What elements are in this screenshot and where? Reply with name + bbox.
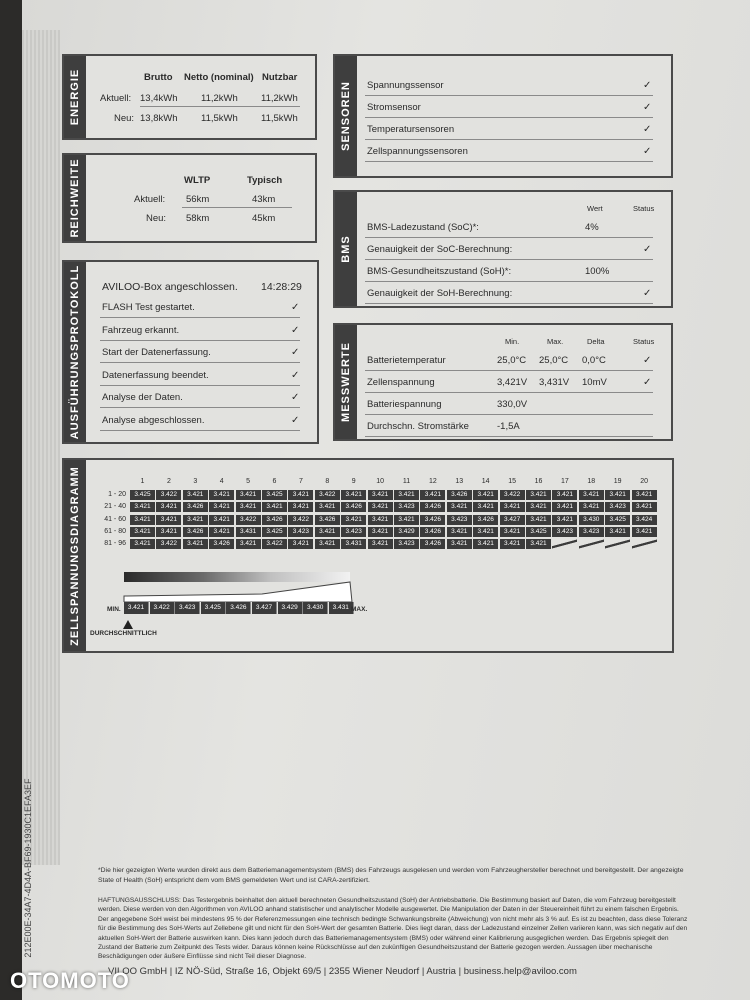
cell-voltage: 3.421 <box>209 515 234 525</box>
divider <box>100 430 300 431</box>
energie-value: 13,8kWh <box>140 113 178 124</box>
cell-voltage: 3.422 <box>236 515 261 525</box>
energie-value: 11,5kWh <box>201 113 238 124</box>
reichweite-value: 58km <box>186 213 210 224</box>
protokoll-item: Analyse der Daten. <box>102 392 183 403</box>
energie-row-label: Aktuell: <box>100 93 132 104</box>
sensoren-side-label: SENSOREN <box>335 56 357 176</box>
decorative-stripe <box>22 30 60 865</box>
cell-voltage: 3.421 <box>447 502 472 512</box>
divider <box>100 340 300 341</box>
cell-voltage: 3.423 <box>341 527 366 537</box>
sensor-item: Spannungssensor <box>367 80 444 91</box>
cell-voltage: 3.421 <box>473 539 498 549</box>
column-number: 10 <box>376 478 384 485</box>
cell-voltage: 3.426 <box>315 515 340 525</box>
legend-cell: 3.422 <box>150 602 175 614</box>
energie-value: 11,2kWh <box>261 93 298 104</box>
energie-col-netto: Netto (nominal) <box>184 72 254 83</box>
messwert-label: Batteriespannung <box>367 399 442 410</box>
cell-voltage: 3.421 <box>368 490 393 500</box>
row-range-label: 1 - 20 <box>108 491 126 498</box>
cell-voltage: 3.421 <box>579 502 604 512</box>
check-icon: ✓ <box>643 355 652 366</box>
reichweite-value: 45km <box>252 213 276 224</box>
reichweite-value: 43km <box>252 194 276 205</box>
cell-voltage: 3.421 <box>341 490 366 500</box>
cell-voltage: 3.421 <box>209 502 234 512</box>
cell-voltage: 3.431 <box>341 539 366 549</box>
cell-voltage: 3.426 <box>420 539 445 549</box>
protokoll-item: Fahrzeug erkannt. <box>102 324 180 336</box>
cell-voltage: 3.421 <box>315 527 340 537</box>
cell-voltage: 3.421 <box>605 527 630 537</box>
column-number: 7 <box>298 478 303 485</box>
cell-voltage: 3.424 <box>632 515 657 525</box>
messwert-value: 0,0°C <box>582 355 606 366</box>
check-icon: ✓ <box>291 369 300 381</box>
messwert-value: 25,0°C <box>539 355 569 366</box>
cell-voltage: 3.422 <box>262 539 287 549</box>
cell-voltage: 3.423 <box>605 502 630 512</box>
column-number: 14 <box>481 478 490 485</box>
energie-side-label: ENERGIE <box>64 56 86 138</box>
cell-voltage: 3.426 <box>420 515 445 525</box>
divider <box>365 117 653 118</box>
cell-voltage: 3.421 <box>552 490 577 500</box>
messwert-label: Batterietemperatur <box>367 355 446 366</box>
bms-row-value: 4% <box>585 222 599 233</box>
cell-voltage: 3.421 <box>288 502 313 512</box>
cell-voltage: 3.421 <box>552 502 577 512</box>
protokoll-item: Analyse abgeschlossen. <box>102 414 205 426</box>
cell-voltage: 3.425 <box>262 527 287 537</box>
divider <box>365 303 653 304</box>
check-icon: ✓ <box>291 392 300 403</box>
cell-voltage: 3.421 <box>500 539 525 549</box>
energie-col-brutto: Brutto <box>144 72 173 83</box>
cell-voltage: 3.421 <box>632 490 657 500</box>
legend-min-label: MIN. <box>107 606 121 613</box>
cell-voltage: 3.421 <box>262 502 287 512</box>
messwerte-side-label: MESSWERTE <box>335 325 357 439</box>
cell-voltage: 3.430 <box>579 515 604 525</box>
cell-voltage: 3.421 <box>500 502 525 512</box>
divider <box>100 317 300 318</box>
check-icon: ✓ <box>643 102 652 113</box>
cell-voltage: 3.429 <box>394 527 419 537</box>
cell-voltage: 3.421 <box>473 490 498 500</box>
legend-trapezoid <box>122 580 354 602</box>
cell-voltage: 3.426 <box>420 527 445 537</box>
check-icon: ✓ <box>291 302 300 313</box>
messwert-label: Zellenspannung <box>367 377 435 388</box>
check-icon: ✓ <box>291 324 300 336</box>
messwerte-col-status: Status <box>633 337 655 346</box>
column-number: 20 <box>640 478 648 485</box>
energie-value: 13,4kWh <box>140 93 178 104</box>
messwerte-col-max: Max. <box>547 337 564 346</box>
divider <box>100 385 300 386</box>
cell-voltage: 3.426 <box>341 502 366 512</box>
messwert-value: 3,431V <box>539 377 570 388</box>
column-number: 4 <box>219 478 224 485</box>
cell-voltage: 3.421 <box>632 527 657 537</box>
cell-voltage: 3.422 <box>288 515 313 525</box>
legend-max-label: MAX. <box>351 606 368 613</box>
check-icon: ✓ <box>643 80 652 91</box>
messwerte-col-delta: Delta <box>587 337 605 346</box>
check-icon: ✓ <box>643 124 652 135</box>
bms-row-label: Genauigkeit der SoC-Berechnung: <box>367 244 513 255</box>
cell-voltage: 3.421 <box>420 490 445 500</box>
footnote-disclaimer: HAFTUNGSAUSSCHLUSS: Das Testergebnis beinhaltet den aktuell berechneten Gesundheitszustand (SoH) der Antriebsbatterie. Die Bestimmung basiert auf Daten, die vom Fahrzeug bereitgestellt werden. Diese werden von den Algorithmen von AVILOO anhand statistischer und analytischer Modelle ausgewertet. Die Manipulation der Daten in der Steuereinheit führt zu einem falschen Ergebnis. Der angegebene SoH weist bei mindestens 95 % der Referenzmessungen eine technisch bedingte Schwankungsbreite (Abweichung) von nicht mehr als 3 % auf. Es ist zu beachten, dass diese Toleranz für die Bestimmung des SoH-Werts auf Zellebene gilt und nicht für den SoH-Wert der gesamten Batterie. Dies liegt daran, dass der Ladezustand einzelner Zellen variieren kann, was sich negativ auf den aktuellen SoH-Wert der Batterie auswirken kann. Dies kann jedoch durch das Batteriemanagementsystem (BMS) oder während einer Kalibrierung ausgeglichen werden. Das Ergebnis spiegelt den Zustand der Batterie zum Zeitpunkt des Tests wider. Daraus können keine Rückschlüsse auf den zukünftigen Gesundheitszustand der Batterie gezogen werden. Aussagen über mechanische Beschädigungen oder äußere Einflüsse sind nicht Teil dieser Diagnose. <box>98 897 688 961</box>
cell-voltage: 3.421 <box>552 515 577 525</box>
cell-voltage: 3.421 <box>183 539 208 549</box>
cell-voltage: 3.426 <box>420 502 445 512</box>
bms-row-value: 100% <box>585 266 610 277</box>
row-range-label: 81 - 96 <box>104 540 126 548</box>
column-number: 2 <box>166 478 171 485</box>
legend-cell: 3.423 <box>175 602 200 614</box>
cell-voltage: 3.426 <box>209 539 234 549</box>
messwert-label: Durchschn. Stromstärke <box>367 421 469 432</box>
check-icon: ✓ <box>291 414 300 426</box>
protokoll-item: Datenerfassung beendet. <box>102 369 209 381</box>
cell-voltage: 3.426 <box>473 515 498 525</box>
messwert-value: -1,5A <box>497 421 520 432</box>
cell-voltage: 3.421 <box>130 515 155 525</box>
cell-voltage: 3.421 <box>156 515 181 525</box>
cell-voltage: 3.421 <box>315 539 340 549</box>
cell-voltage: 3.423 <box>288 527 313 537</box>
watermark-logo: OTOMOTO <box>10 968 130 993</box>
cell-voltage: 3.421 <box>526 539 551 549</box>
divider <box>365 436 653 437</box>
column-number: 17 <box>560 478 569 485</box>
divider <box>365 259 653 260</box>
cell-voltage: 3.425 <box>130 490 155 500</box>
reichweite-side-label: REICHWEITE <box>64 155 86 241</box>
legend-cell: 3.425 <box>201 602 226 614</box>
row-range-label: 61 - 80 <box>104 527 126 535</box>
legend-cell: 3.430 <box>303 602 328 614</box>
cell-voltage: 3.421 <box>341 515 366 525</box>
cell-voltage: 3.421 <box>447 539 472 549</box>
check-icon: ✓ <box>291 347 300 358</box>
protokoll-item: Start der Datenerfassung. <box>102 347 211 358</box>
energie-value: 11,2kWh <box>201 93 238 104</box>
cell-voltage: 3.421 <box>209 527 234 537</box>
cell-voltage: 3.421 <box>156 527 181 537</box>
divider <box>100 407 300 408</box>
bms-row-label: Genauigkeit der SoH-Berechnung: <box>367 288 513 299</box>
cell-voltage: 3.421 <box>288 539 313 549</box>
energie-col-nutzbar: Nutzbar <box>262 72 298 83</box>
footnote-bms: *Die hier gezeigten Werte wurden direkt aus dem Batteriemanagementsystem (BMS) des Fahrzeugs ausgelesen und werden vom Fahrzeughersteller berechnet und bereitgestellt. Der angezeigte State of Health (SoH) entspricht dem vom BMS gemeldeten Wert und ist CARA-zertifiziert. <box>98 867 684 884</box>
bms-row-label: BMS-Ladezustand (SoC)*: <box>367 222 479 233</box>
cell-voltage: 3.423 <box>394 502 419 512</box>
column-number: 19 <box>613 478 622 485</box>
cell-voltage: 3.422 <box>315 490 340 500</box>
protokoll-box <box>62 260 319 444</box>
cell-voltage: 3.427 <box>500 515 525 525</box>
cell-voltage: 3.422 <box>156 490 181 500</box>
reichweite-row-label: Aktuell: <box>134 194 166 205</box>
reichweite-col-wltp: WLTP <box>184 175 211 186</box>
protokoll-time: 14:28:29 <box>261 281 302 293</box>
cell-voltage: 3.421 <box>526 515 551 525</box>
cell-voltage: 3.421 <box>526 502 551 512</box>
empty-cell-slash <box>632 539 657 549</box>
cell-voltage: 3.425 <box>526 527 551 537</box>
cell-voltage: 3.423 <box>579 527 604 537</box>
cell-voltage: 3.426 <box>447 490 472 500</box>
bms-col-wert: Wert <box>587 204 603 213</box>
messwert-value: 330,0V <box>497 399 528 410</box>
messwert-value: 25,0°C <box>497 355 527 366</box>
cell-voltage: 3.421 <box>183 490 208 500</box>
cell-voltage: 3.421 <box>368 515 393 525</box>
reichweite-box <box>62 153 317 243</box>
column-number: 9 <box>351 478 356 485</box>
messwerte-box <box>333 323 673 441</box>
legend-cell: 3.421 <box>124 602 149 614</box>
divider <box>365 392 653 393</box>
cell-voltage: 3.421 <box>236 490 261 500</box>
column-number: 15 <box>508 478 516 485</box>
cell-voltage: 3.421 <box>315 502 340 512</box>
energie-box <box>62 54 317 140</box>
messwerte-col-min: Min. <box>505 337 520 346</box>
cell-voltage: 3.421 <box>368 539 393 549</box>
sensor-item: Zellspannungssensoren <box>367 146 468 157</box>
bms-box <box>333 190 673 308</box>
messwert-value: 10mV <box>582 377 607 388</box>
column-number: 12 <box>428 478 437 485</box>
legend-cell: 3.429 <box>278 602 303 614</box>
document-id: 212E00E-34A7-4D4A-BF69-1930C1EFA3EF <box>23 778 33 958</box>
average-label: DURCHSCHNITTLICH <box>90 630 157 637</box>
cell-voltage: 3.421 <box>183 515 208 525</box>
legend-cell: 3.426 <box>226 602 251 614</box>
divider <box>365 161 653 162</box>
cell-voltage: 3.422 <box>500 490 525 500</box>
reichweite-value: 56km <box>186 194 210 205</box>
zell-side-label: ZELLSPANNUNGSDIAGRAMM <box>64 460 86 651</box>
sensor-item: Stromsensor <box>367 102 421 113</box>
cell-voltage: 3.421 <box>156 502 181 512</box>
cell-voltage: 3.425 <box>262 490 287 500</box>
column-number: 6 <box>272 478 277 485</box>
bms-row-label: BMS-Gesundheitszustand (SoH)*: <box>367 266 512 277</box>
cell-voltage: 3.421 <box>500 527 525 537</box>
check-icon: ✓ <box>643 244 652 255</box>
cell-voltage: 3.421 <box>209 490 234 500</box>
column-number: 11 <box>402 478 411 485</box>
cell-voltage: 3.421 <box>130 539 155 549</box>
cell-voltage: 3.423 <box>552 527 577 537</box>
row-range-label: 41 - 60 <box>104 515 126 523</box>
column-number: 18 <box>587 478 596 485</box>
cell-voltage: 3.421 <box>394 515 419 525</box>
cell-voltage: 3.421 <box>368 527 393 537</box>
divider <box>365 414 653 415</box>
cell-voltage: 3.421 <box>632 502 657 512</box>
reichweite-row-label: Neu: <box>146 213 167 224</box>
divider <box>365 139 653 140</box>
sensor-item: Temperatursensoren <box>367 124 455 135</box>
check-icon: ✓ <box>643 377 652 388</box>
check-icon: ✓ <box>643 288 652 299</box>
cell-voltage: 3.423 <box>394 539 419 549</box>
column-number: 13 <box>455 478 464 485</box>
cell-voltage: 3.431 <box>236 527 261 537</box>
column-number: 1 <box>140 478 145 485</box>
divider <box>365 281 653 282</box>
cell-voltage: 3.425 <box>605 515 630 525</box>
cell-voltage: 3.421 <box>236 502 261 512</box>
legend-cell: 3.427 <box>252 602 277 614</box>
cell-voltage: 3.421 <box>447 527 472 537</box>
divider <box>365 95 653 96</box>
empty-cell-slash <box>552 539 577 549</box>
cell-voltage: 3.421 <box>130 527 155 537</box>
row-range-label: 21 - 40 <box>104 503 126 511</box>
divider <box>100 362 300 363</box>
divider <box>365 237 653 238</box>
empty-cell-slash <box>579 539 604 549</box>
cell-voltage: 3.421 <box>368 502 393 512</box>
cell-voltage: 3.421 <box>130 502 155 512</box>
cell-voltage: 3.421 <box>473 502 498 512</box>
reichweite-col-typisch: Typisch <box>247 175 283 186</box>
column-number: 16 <box>534 478 543 485</box>
cell-voltage: 3.421 <box>526 490 551 500</box>
cell-voltage: 3.423 <box>447 515 472 525</box>
column-number: 8 <box>325 478 330 485</box>
cell-voltage: 3.421 <box>473 527 498 537</box>
messwert-value: 3,421V <box>497 377 528 388</box>
energie-value: 11,5kWh <box>261 113 298 124</box>
sensoren-box <box>333 54 673 178</box>
cell-voltage: 3.421 <box>236 539 261 549</box>
cell-voltage: 3.421 <box>394 490 419 500</box>
energie-row-label: Neu: <box>114 113 135 124</box>
column-number: 3 <box>193 478 198 485</box>
empty-cell-slash <box>605 539 630 549</box>
cell-voltage: 3.421 <box>579 490 604 500</box>
cell-voltage: 3.426 <box>262 515 287 525</box>
protokoll-side-label: AUSFÜHRUNGSPROTOKOLL <box>64 262 86 442</box>
divider <box>365 370 653 371</box>
bms-col-status: Status <box>633 204 655 213</box>
cell-voltage: 3.421 <box>605 490 630 500</box>
footer-address: VILOO GmbH | IZ NÖ-Süd, Straße 16, Objekt 69/5 | 2355 Wiener Neudorf | Austria | business.help@aviloo.com <box>108 966 577 977</box>
protokoll-item: FLASH Test gestartet. <box>102 302 195 313</box>
check-icon: ✓ <box>643 146 652 157</box>
cell-voltage: 3.422 <box>156 539 181 549</box>
legend-cell: 3.431 <box>329 602 354 614</box>
protokoll-header: AVILOO-Box angeschlossen. <box>102 281 238 293</box>
cell-voltage: 3.421 <box>288 490 313 500</box>
bms-side-label: BMS <box>335 192 357 306</box>
average-marker <box>123 620 133 629</box>
cell-voltage: 3.426 <box>183 502 208 512</box>
cell-voltage: 3.426 <box>183 527 208 537</box>
zell-box <box>62 458 674 653</box>
column-number: 5 <box>246 478 251 485</box>
